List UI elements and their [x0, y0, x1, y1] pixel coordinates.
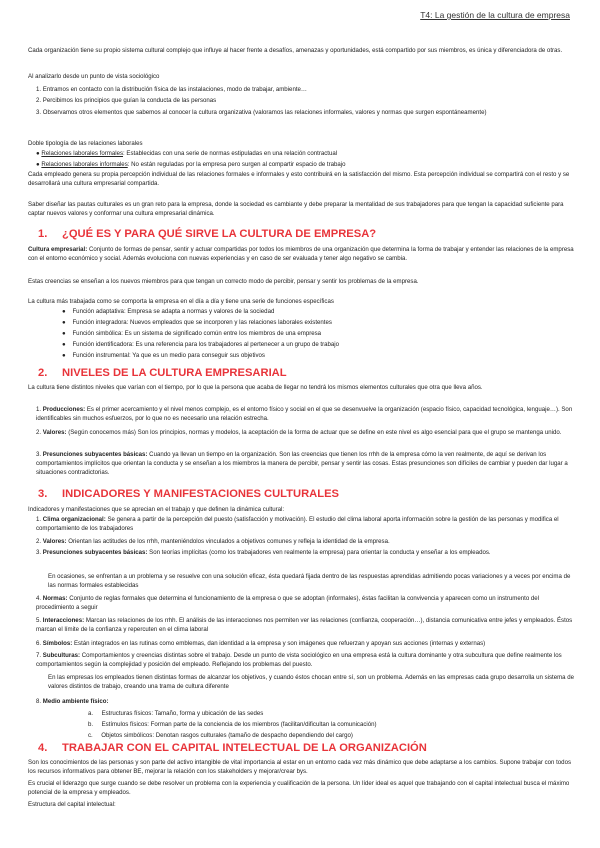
relations-title: Doble tipología de las relaciones laborales — [28, 140, 143, 147]
list-item: a. Estructuras físicos: Tamaño, forma y ubicación de las sedes — [88, 710, 264, 717]
list-item: ● Relaciones laborales informales: No están reguladas por la empresa pero surgen al compartir espacio de trabajo — [36, 161, 346, 168]
list-item: 6. Símbolos: Están integrados en las rutinas como emblemas, dan identidad a la empresa y son imágenes que refuerzan y apoyan sus acciones (internas y externas) — [36, 640, 486, 647]
list-item: 8. Medio ambiente físico: — [36, 698, 109, 705]
relations-paragraph: Cada empleado genera su propia percepción individual de las relaciones formales e informales y esto contribuirá en la satisfacción del mismo. Esta percepción individual se compartirá con el resto y se desarrollará una cultura empresarial compartida. — [28, 171, 570, 188]
culture-definition: Cultura empresarial: Conjunto de formas de pensar, sentir y actuar compartidas por todos los miembros de una organización que determina la forma de trabajar y entender las relaciones de la empresa con el entorno económico y social. Además evoluciona con nuevas experiencias y en caso de ser evaluada y tener algo negativo se cambia. — [28, 246, 574, 263]
paragraph: La cultura tiene distintos niveles que varían con el tiempo, por lo que la persona que acaba de llegar no tendrá los mismos elementos culturales que otra que lleva años. — [28, 384, 483, 391]
list-item: ● Función adaptativa: Empresa se adapta a normas y valores de la sociedad — [62, 308, 275, 315]
section-1-heading: 1. ¿QUÉ ES Y PARA QUÉ SIRVE LA CULTURA DE EMPRESA? — [38, 228, 377, 240]
list-item: 7. Subculturas: Comportamientos y creencias distintas sobre el trabajo. Desde un punto de vista sociológico en una empresa está la cultura dominante y otra subcultura que define realmente los comportamientos según la complejidad y posición del empleado. Reflejando los problemas del puesto. — [36, 652, 562, 669]
list-item: 1. Clima organizacional: Se genera a partir de la percepción del puesto (satisfacción y motivación). El estudio del clima laboral aporta información sobre la gestión de las personas y modifica el comportamiento de los trabajadores — [36, 516, 559, 533]
list-item: 1. Producciones: Es el primer acercamiento y el nivel menos complejo, es el entorno físico y social en el que se desenvuelve la organización (espacio físico, capacidad tecnológica, lenguaje…). Son identificables sin muchos esfuerzos, por lo que no es necesario una relación estrecha. — [36, 406, 573, 423]
paragraph: Estas creencias se enseñan a los nuevos miembros para que tengan un correcto modo de percibir, pensar y sentir los problemas de la empresa. — [28, 278, 419, 285]
list-item: ● Función identificadora: Es una referencia para los trabajadores al pertenecer a un grupo de trabajo — [62, 341, 340, 348]
list-item: ● Relaciones laborales formales: Establecidas con una serie de normas estipuladas en una relación contractual — [36, 150, 338, 157]
list-item: 4. Normas: Conjunto de reglas formales que determina el funcionamiento de la empresa o que se adoptan (informales), éstas facilitan la convivencia y aparecen como un instrumento del procedimiento a seguir — [36, 595, 540, 612]
list-item: 2. Valores: (Según conocemos más) Son los principios, normas y modelos, la aceptación de la forma de actuar que se define en este nivel es algo esencial para que el grupo se mantenga unido. — [36, 429, 562, 436]
list-item: 5. Interacciones: Marcan las relaciones de los rrhh. El análisis de las interacciones nos permiten ver las relaciones (confianza, cooperación…), distancia comunicativa entre jefes y empleados. Éstos marcan el límite de la confianza y repercuten en el clima laboral — [36, 617, 573, 634]
design-paragraph: Saber diseñar las pautas culturales es un gran reto para la empresa, donde la sociedad es cambiante y debe preparar la mentalidad de sus trabajadores para que tengan la capacidad suficiente para captar nuevos valores y conformar una cultura empresarial dinámica. — [28, 201, 564, 218]
paragraph: La cultura más trabajada como se comporta la empresa en el día a día y tiene una serie de funciones específicas — [28, 298, 334, 305]
list-item: 1. Entramos en contacto con la distribución física de las instalaciones, modo de trabajar, ambiente… — [36, 86, 308, 93]
paragraph: Son los conocimientos de las personas y son parte del activo intangible de vital importancia al estar en un entorno cada vez más dinámico que debe adaptarse a los cambios. Supone trabajar con todos los recursos informativos para obtener BE, mejorar la relación con los stakeholders y mejorar/crear bys. — [28, 759, 572, 776]
section-2-heading: 2. NIVELES DE LA CULTURA EMPRESARIAL — [38, 367, 287, 379]
list-item: 3. Presunciones subyacentes básicas: Son teorías implícitas (como los trabajadores ven realmente la empresa) para orientar la conducta y enseñar a los empleados. — [36, 549, 491, 556]
analysis-title: Al analizarlo desde un punto de vista sociológico — [28, 73, 160, 80]
page-header: T4: La gestión de la cultura de empresa — [420, 10, 570, 20]
list-item: b. Estímulos físicos: Forman parte de la conciencia de los miembros (facilitan/dificultan la comunicación) — [88, 721, 377, 728]
list-item: ● Función instrumental: Ya que es un medio para conseguir sus objetivos — [62, 352, 265, 359]
sub-paragraph: En ocasiones, se enfrentan a un problema y se resuelve con una solución eficaz, ésta quedará fijada dentro de las respuestas aprendidas admitiendo pocas variaciones y a veces por encima de las normas formales establecidas — [48, 573, 571, 590]
section-4-heading: 4. TRABAJAR CON EL CAPITAL INTELECTUAL DE LA ORGANIZACIÓN — [38, 742, 427, 754]
section-3-heading: 3. INDICADORES Y MANIFESTACIONES CULTURALES — [38, 488, 340, 500]
list-item: 2. Valores: Orientan las actitudes de los rrhh, manteniéndolos vinculados a objetivos comunes y refleja la identidad de la empresa. — [36, 538, 390, 545]
list-item: 3. Presunciones subyacentes básicas: Cuando ya llevan un tiempo en la organización. Son las creencias que tienen los rrhh de la empresa cómo la ven realmente, de aquí se derivan los comportamientos implícitos que orientan la conducta y se enseñan a los miembros la manera de percibir, pensar y sentir las cosas. Estas presunciones son difíciles de cambiar y pueden dar lugar a situaciones contradictorias. — [36, 451, 568, 477]
paragraph: Indicadores y manifestaciones que se aprecian en el trabajo y que definen la dinámica cultural: — [28, 506, 285, 513]
list-item: 3. Observamos otros elementos que sabemos al conocer la cultura organizativa (valoramos las relaciones informales, valores y normas que surgen espontáneamente) — [36, 109, 487, 116]
paragraph: Es crucial el liderazgo que surge cuando se debe resolver un problema con la experiencia y cualificación de la persona. Un líder ideal es aquel que trabajando con el capital intelectual busca el máximo potencial de la empresa y empleados. — [28, 780, 570, 797]
list-item: c. Objetos simbólicos: Denotan rasgos culturales (tamaño de despacho dependiendo del cargo) — [88, 732, 353, 739]
list-item: ● Función simbólica: Es un sistema de significado común entre los miembros de una empresa — [62, 330, 322, 337]
sub-paragraph: En las empresas los empleados tienen distintas formas de alcanzar los objetivos, y cuando éstos chocan entre sí, son un problema. Además en las empresas cada grupo desarrolla un sistema de valores distintos de trabajo, creando una trama de cultura diferente — [48, 674, 575, 691]
list-item: ● Función integradora: Nuevos empleados que se incorporen y las relaciones laborales existentes — [62, 319, 332, 326]
list-item: 2. Percibimos los principios que guían la conducta de las personas — [36, 97, 217, 104]
intro-paragraph: Cada organización tiene su propio sistema cultural complejo que influye al hacer frente a desafíos, amenazas y oportunidades, está compartido por sus miembros, es única y diferenciadora de otras. — [28, 47, 563, 54]
paragraph: Estructura del capital intelectual: — [28, 801, 116, 808]
